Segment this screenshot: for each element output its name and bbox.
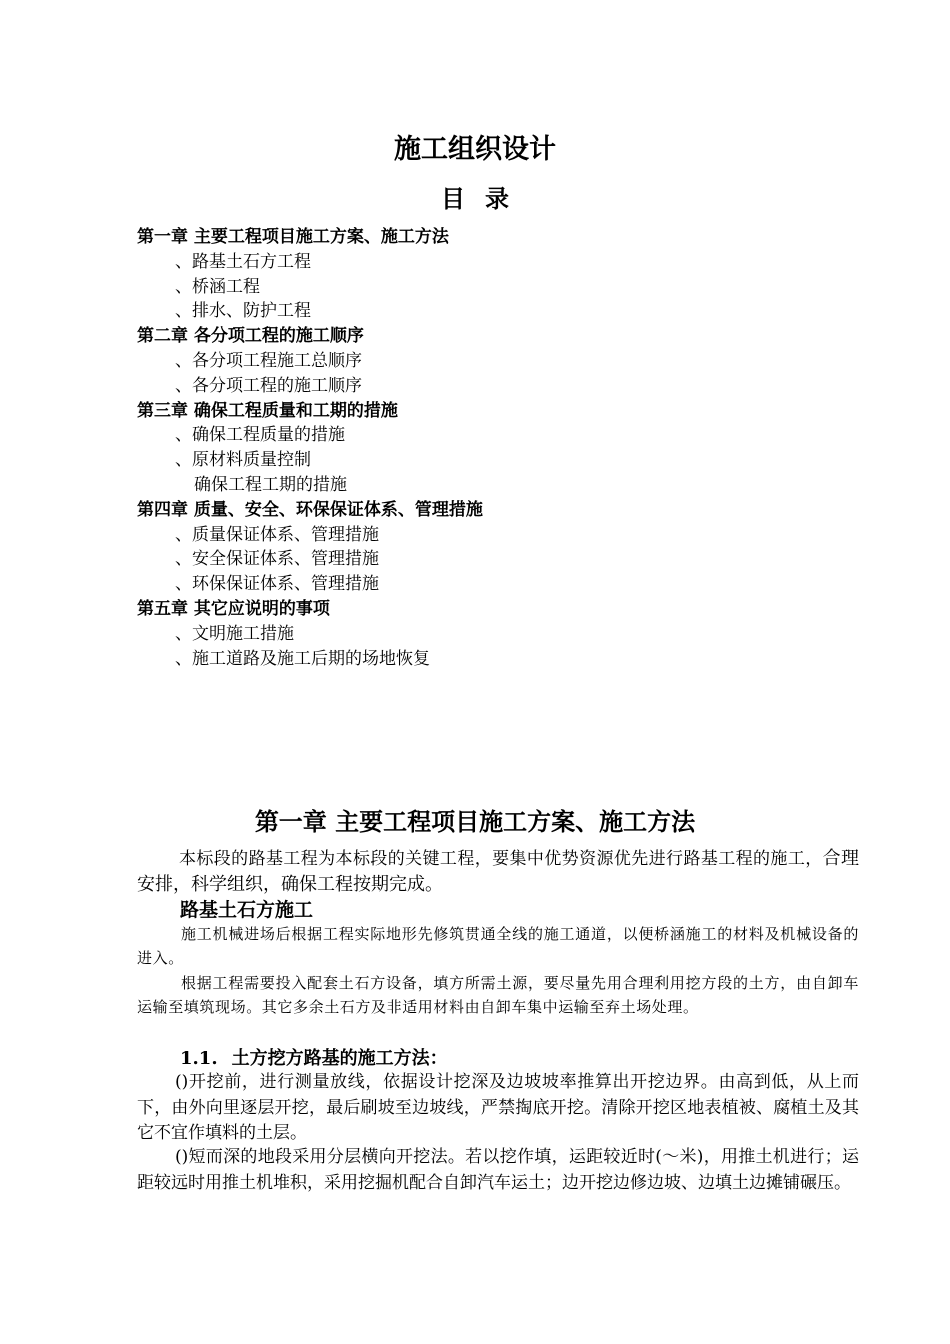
- toc-section-item: 、桥涵工程: [175, 276, 260, 297]
- toc-section-item: 确保工程工期的措施: [194, 474, 347, 495]
- toc-chapter-item: 第三章 确保工程质量和工期的措施: [137, 400, 398, 421]
- toc-section-item: 、原材料质量控制: [175, 450, 311, 471]
- subsection-title: 土方挖方路基的施工方法：: [231, 1048, 448, 1069]
- toc-section-item: 、排水、防护工程: [175, 301, 311, 322]
- table-of-contents: [137, 225, 857, 671]
- toc-section-item: 、各分项工程施工总顺序: [175, 350, 362, 371]
- toc-heading: 目录: [441, 184, 529, 213]
- paragraph-access-road: 施工机械进场后根据工程实际地形先修筑贯通全线的施工通道，以便桥涵施工的材料及机械设备的进入。: [137, 925, 859, 967]
- toc-section-item: 、确保工程质量的措施: [175, 425, 345, 446]
- toc-section-item: 、各分项工程的施工顺序: [175, 375, 362, 396]
- subsection-number: 1.1.: [180, 1048, 218, 1069]
- subsection-heading: [180, 1045, 448, 1073]
- toc-section-item: 、文明施工措施: [175, 623, 294, 644]
- document-title: 施工组织设计: [394, 134, 556, 165]
- intro-paragraph: [137, 846, 859, 898]
- toc-section-item: 、质量保证体系、管理措施: [175, 524, 379, 545]
- toc-section-item: 、施工道路及施工后期的场地恢复: [175, 648, 430, 669]
- toc-chapter-item: 第二章 各分项工程的施工顺序: [137, 326, 364, 347]
- toc-section-item: 、路基土石方工程: [175, 251, 311, 272]
- toc-section-item: 、环保保证体系、管理措施: [175, 574, 379, 595]
- intro-text-b: 合理安排，科学组织，确保工程按期完成。: [137, 848, 860, 895]
- paragraph-excavation-step-1: ()开挖前，进行测量放线，依据设计挖深及边坡坡率推算出开挖边界。由高到低，从上而下，由外向里逐层开挖，最后刷坡至边坡线，严禁掏底开挖。清除开挖区地表植被、腐植土及其它不宜作填料的土层。: [137, 1072, 859, 1143]
- toc-chapter-item: 第四章 质量、安全、环保保证体系、管理措施: [137, 499, 483, 520]
- paragraph-earthwork-equipment: 根据工程需要投入配套土石方设备，填方所需土源，要尽量先用合理利用挖方段的土方，由自卸车运输至填筑现场。其它多余土石方及非适用材料由自卸车集中运输至弃土场处理。: [137, 974, 859, 1016]
- toc-section-item: 、安全保证体系、管理措施: [175, 549, 379, 570]
- section-heading: 路基土石方施工: [180, 899, 314, 921]
- toc-chapter-item: 第一章 主要工程项目施工方案、施工方法: [137, 227, 449, 247]
- intro-text-a: 本标段的路基工程为本标段的关键工程，要集中优势资源优先进行路基工程的施工，: [179, 849, 823, 869]
- paragraph-excavation-step-2: ()短而深的地段采用分层横向开挖法。若以挖作填，运距较近时(～米)，用推土机进行；运距较远时用推土机堆积，采用挖掘机配合自卸汽车运土；边开挖边修边坡、边填土边摊铺碾压。: [137, 1147, 859, 1193]
- chapter-heading: 第一章 主要工程项目施工方案、施工方法: [254, 807, 696, 836]
- toc-chapter-item: 第五章 其它应说明的事项: [137, 598, 330, 619]
